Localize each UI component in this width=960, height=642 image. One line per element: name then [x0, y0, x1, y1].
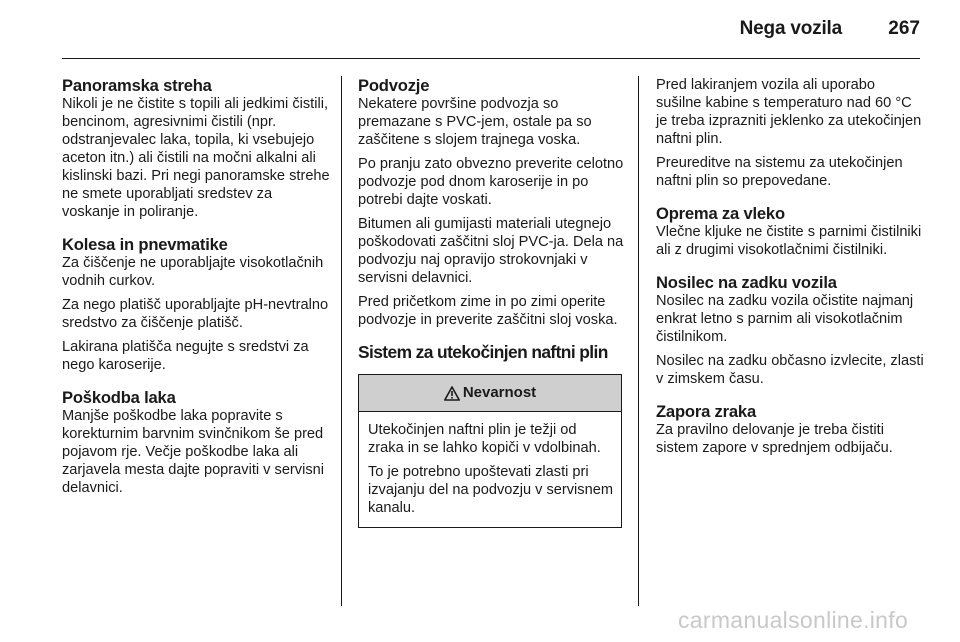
- paragraph: To je potrebno upoštevati zlasti pri izvajanju del na podvozju v servisnem kanalu.: [368, 464, 613, 516]
- warning-triangle-icon: [444, 386, 460, 401]
- paragraph: Bitumen ali gumijasti materiali utegnejo poškodovati zaščitni sloj PVC-ja. Dela na podvozju naj opravijo strokovnjaki v servisni delavnici.: [358, 216, 624, 286]
- section-towing-equipment: [656, 204, 924, 259]
- header-divider: [62, 58, 920, 59]
- page-header: [0, 0, 960, 60]
- section-heading: Kolesa in pnevmatike: [62, 235, 228, 254]
- warning-body: [359, 412, 621, 527]
- paragraph: Po pranju zato obvezno preverite celotno podvozje pod dnom karoserije in po potrebi dajte voskati.: [358, 156, 624, 208]
- watermark: carmanualsonline.info: [678, 607, 909, 633]
- page-number: 267: [888, 18, 920, 39]
- paragraph: Nosilec na zadku občasno izvlecite, zlasti v zimskem času.: [656, 353, 924, 387]
- section-wheels-tyres: [62, 235, 330, 374]
- column-divider-2: [638, 76, 639, 606]
- section-heading: Sistem za utekočinjen naftni plin: [358, 342, 608, 362]
- section-underbody: [358, 76, 626, 329]
- section-lpg-continued: [656, 76, 924, 190]
- chapter-title: Nega vozila: [739, 18, 842, 39]
- warning-header: [359, 375, 621, 412]
- paragraph: Nosilec na zadku vozila očistite najmanj enkrat letno s parnim ali visokotlačnim čistilnikom.: [656, 293, 914, 345]
- paragraph: Pred lakiranjem vozila ali uporabo sušilne kabine s temperaturo nad 60 °C je treba izprazniti jeklenko za utekočinjen naftni plin.: [656, 77, 922, 147]
- paragraph: Nekatere površine podvozja so premazane s PVC-jem, ostale pa so zaščitene s slojem trajnega voska.: [358, 96, 592, 148]
- paragraph: Preureditve na sistemu za utekočinjen naftni plin so prepovedane.: [656, 155, 903, 189]
- column-2: [358, 76, 626, 528]
- section-air-shutter: [656, 402, 924, 457]
- warning-box: [358, 374, 622, 528]
- column-1: [62, 76, 330, 511]
- paragraph: Utekočinjen naftni plin je težji od zraka in se lahko kopiči v vdolbinah.: [368, 422, 601, 456]
- section-heading: Podvozje: [358, 76, 430, 95]
- paragraph: Nikoli je ne čistite s topili ali jedkimi čistili, bencinom, agresivnimi čistili (npr. odstranjevalec laka, topila, ki vsebujejo aceton itn.) ali čistili na močni alkalni ali kislinski bazi. Pri negi panoramske strehe ne smete uporabljati sredstev za voskanje in poliranje.: [62, 96, 330, 220]
- paragraph: Za pravilno delovanje je treba čistiti sistem zapore v sprednjem odbijaču.: [656, 422, 893, 456]
- section-panoramic-roof: [62, 76, 330, 221]
- column-divider-1: [341, 76, 342, 606]
- section-lpg-system: [358, 343, 626, 528]
- section-rear-carrier: [656, 273, 924, 388]
- paragraph: Za nego platišč uporabljajte pH-nevtralno sredstvo za čiščenje platišč.: [62, 297, 329, 331]
- column-3: [656, 76, 924, 471]
- paragraph: Pred pričetkom zime in po zimi operite podvozje in preverite zaščitni sloj voska.: [358, 294, 618, 328]
- section-heading: Zapora zraka: [656, 402, 756, 421]
- paragraph: Vlečne kljuke ne čistite s parnimi čistilniki ali z drugimi visokotlačnimi čistilniki.: [656, 224, 922, 258]
- section-heading: Nosilec na zadku vozila: [656, 273, 837, 292]
- paragraph: Manjše poškodbe laka popravite s korekturnim barvnim svinčnikom še pred pojavom rje. Večje poškodbe laka ali zarjavela mesta dajte popraviti v servisni delavnici.: [62, 408, 324, 496]
- paragraph: Za čiščenje ne uporabljajte visokotlačnih vodnih curkov.: [62, 255, 324, 289]
- section-heading: Oprema za vleko: [656, 204, 785, 223]
- warning-title: Nevarnost: [462, 384, 537, 401]
- section-paint-damage: [62, 388, 330, 497]
- section-heading: Poškodba laka: [62, 388, 176, 407]
- paragraph: Lakirana platišča negujte s sredstvi za nego karoserije.: [62, 339, 309, 373]
- section-heading: Panoramska streha: [62, 76, 212, 95]
